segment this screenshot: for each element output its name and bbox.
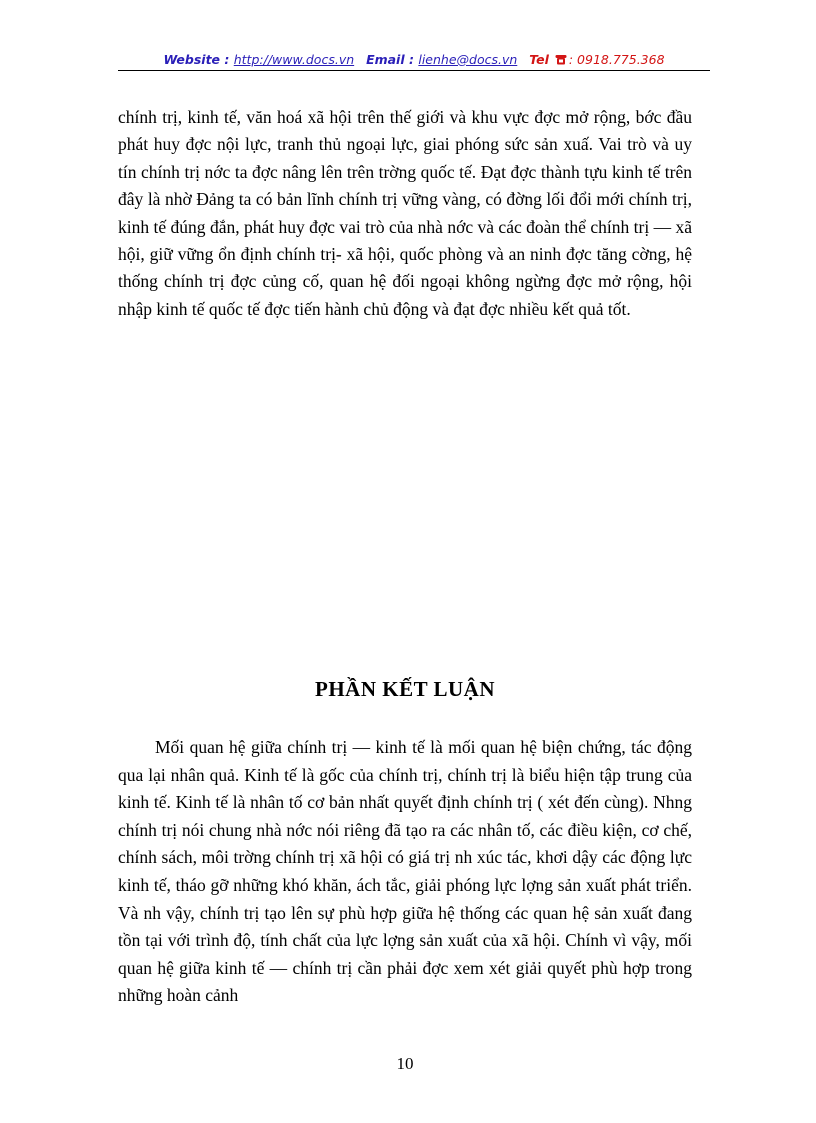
page-number: 10 <box>396 1054 414 1073</box>
website-label: Website <box>163 52 221 67</box>
page-header <box>118 52 710 70</box>
body-paragraph-1: chính trị, kinh tế, văn hoá xã hội trên thế giới và khu vực đợc mở rộng, bớc đầu phát huy đợc nội lực, tranh thủ ngoại lực, giai phóng sức sản xuấ. Vai trò và uy tín chính trị nớc ta đợc nâng lên trên trờng quốc tế. Đạt đợc thành tựu kinh tế trên đây là nhờ Đảng ta có bản lĩnh chính trị vững vàng, có đờng lối đổi mới chính trị, kinh tế đúng đắn, phát huy đợc vai trò của nhà nớc và các đoàn thể chính trị — xã hội, giữ vững ổn định chính trị- xã hội, quốc phòng và an ninh đợc tăng cờng, hệ thống chính trị đợc củng cố, quan hệ đối ngoại không ngừng đợc mở rộng, hội nhập kinh tế quốc tế đợc tiến hành chủ động và đạt đợc nhiều kết quả tốt. <box>118 107 692 319</box>
email-link[interactable]: lienhe@docs.vn <box>418 52 518 67</box>
telephone-icon <box>555 53 567 64</box>
email-separator: : <box>404 52 419 67</box>
section-title: PHẦN KẾT LUẬN <box>315 677 495 701</box>
tel-label: Tel <box>529 52 549 67</box>
website-link[interactable]: http://www.docs.vn <box>233 52 355 67</box>
website-separator: : <box>220 52 234 67</box>
email-label: Email <box>366 52 405 67</box>
header-rule <box>118 70 710 71</box>
body-paragraph-2: Mối quan hệ giữa chính trị — kinh tế là mối quan hệ biện chứng, tác động qua lại nhân quả. Kinh tế là gốc của chính trị, chính trị là biểu hiện tập trung của kinh tế. Kinh tế là nhân tố cơ bản nhất quyết định chính trị ( xét đến cùng). Nhng chính trị nói chung nhà nớc nói riêng đã tạo ra các nhân tố, các điều kiện, cơ chế, chính sách, môi trờng chính trị xã hội có giá trị nh xúc tác, khơi dậy các động lực kinh tế, tháo gỡ những khó khăn, ách tắc, giải phóng lực lợng sản xuất phát triển. Và nh vậy, chính trị tạo lên sự phù hợp giữa hệ thống các quan hệ sản xuất đang tồn tại với trình độ, tính chất của lực lợng sản xuất của xã hội. Chính vì vậy, mối quan hệ giữa kinh tế — chính trị cần phải đợc xem xét giải quyết phù hợp trong những hoàn cảnh <box>118 737 692 1006</box>
tel-value: : 0918.775.368 <box>568 52 665 67</box>
